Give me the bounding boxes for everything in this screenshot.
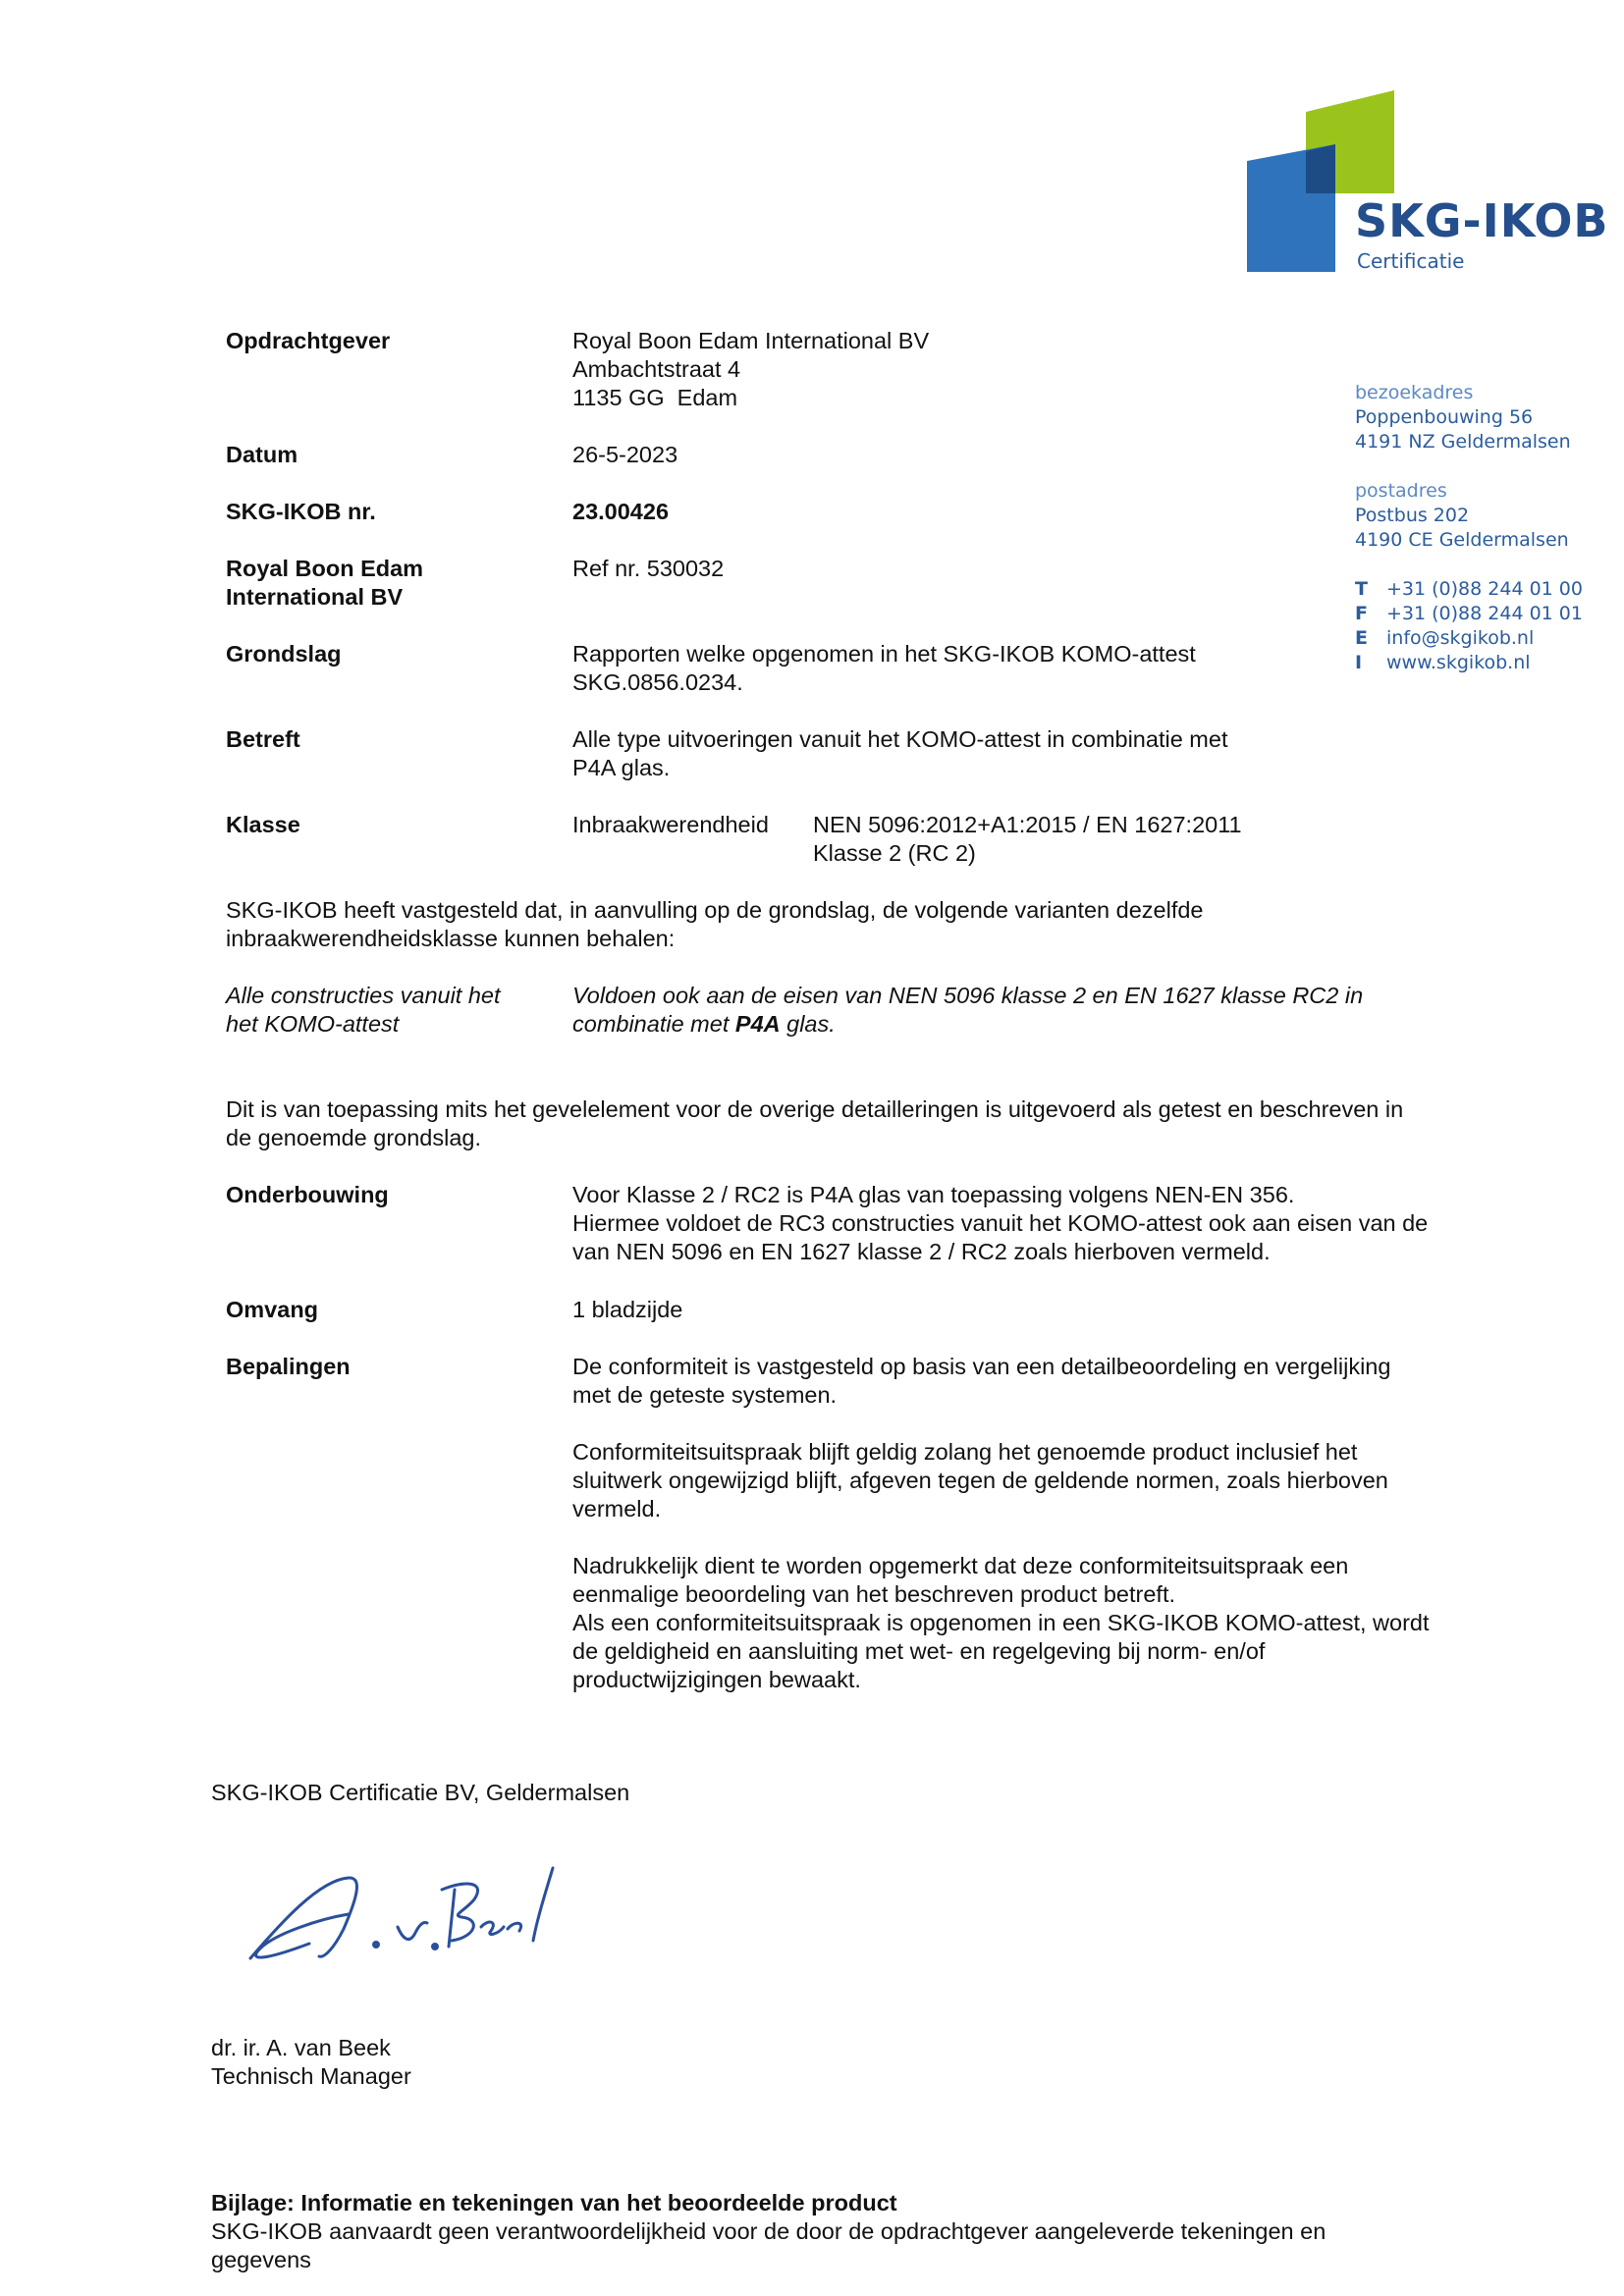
bijlage-text: SKG-IKOB aanvaardt geen verantwoordelijkheid voor de door de opdrachtgever aangeleverde tekeningen en gegevens [211,2218,1326,2272]
contact-sidebar [1355,381,1620,675]
contact-phone: T +31 (0)88 244 01 00 [1355,578,1583,600]
grondslag-label: Grondslag [226,641,342,667]
visit-line1: Poppenbouwing 56 [1355,406,1534,428]
post-line1: Postbus 202 [1355,505,1470,526]
variant-left: Alle constructies vanuit het het KOMO-attest [226,983,501,1037]
bepalingen-p3: Nadrukkelijk dient te worden opgemerkt dat deze conformiteitsuitspraak een eenmalige beoordeling van het beschreven product betreft. Als een conformiteitsuitspraak is opgenomen in een SKG-IKOB KOMO-attest, wordt de geldigheid en aansluiting met wet- en regelgeving bij norm- en/of productwijzigingen bewaakt. [572,1553,1430,1692]
contact-website: I www.skgikob.nl [1355,652,1531,673]
contact-email: E info@skgikob.nl [1355,627,1535,649]
client-label: Royal Boon Edam International BV [226,556,424,610]
contact-fax: F +31 (0)88 244 01 01 [1355,603,1583,624]
logo-wordmark: SKG-IKOB [1355,194,1609,247]
bijlage-title: Bijlage: Informatie en tekeningen van het beoordeelde product [211,2190,897,2216]
visit-line2: 4191 NZ Geldermalsen [1355,431,1571,453]
klasse-sub: Inbraakwerendheid [572,812,769,837]
signature-icon [241,1850,565,1978]
intro-paragraph: SKG-IKOB heeft vastgesteld dat, in aanvulling op de grondslag, de volgende varianten dezelfde inbraakwerendheidsklasse kunnen behalen: [226,897,1204,951]
bepalingen-p2: Conformiteitsuitspraak blijft geldig zolang het genoemde product inclusief het sluitwerk ongewijzigd blijft, afgeven tegen de geldende normen, zoals hierboven vermeld. [572,1439,1388,1522]
post-line2: 4190 CE Geldermalsen [1355,529,1569,551]
skg-ikob-nr-label: SKG-IKOB nr. [226,499,376,524]
grondslag-value: Rapporten welke opgenomen in het SKG-IKOB KOMO-attest SKG.0856.0234. [572,641,1196,695]
post-label: postadres [1355,480,1447,502]
opdrachtgever-value: Royal Boon Edam International BV Ambachtstraat 4 1135 GG Edam [572,328,930,410]
signer-name: dr. ir. A. van Beek [211,2035,391,2060]
logo-subtitle: Certificatie [1357,249,1465,273]
klasse-label: Klasse [226,812,300,837]
onderbouwing-value: Voor Klasse 2 / RC2 is P4A glas van toepassing volgens NEN-EN 356. Hiermee voldoet de RC3 constructies vanuit het KOMO-attest ook aan eisen van de van NEN 5096 en EN 1627 klasse 2 / RC2 zoals hierboven vermeld. [572,1182,1429,1264]
bepalingen-label: Bepalingen [226,1354,351,1379]
betreft-value: Alle type uitvoeringen vanuit het KOMO-attest in combinatie met P4A glas. [572,726,1228,780]
variant-glass-class: P4A [734,1011,781,1037]
klasse-value: NEN 5096:2012+A1:2015 / EN 1627:2011 Klasse 2 (RC 2) [813,812,1242,866]
bepalingen-p1: De conformiteit is vastgesteld op basis van een detailbeoordeling en vergelijking met de geteste systemen. [572,1354,1391,1408]
skg-ikob-nr-value: 23.00426 [572,499,670,524]
skg-ikob-logo [1247,90,1609,277]
betreft-label: Betreft [226,726,300,752]
client-ref-value: Ref nr. 530032 [572,556,725,581]
onderbouwing-label: Onderbouwing [226,1182,389,1207]
visit-label: bezoekadres [1355,382,1474,403]
omvang-label: Omvang [226,1297,319,1322]
opdrachtgever-label: Opdrachtgever [226,328,391,353]
variant-right: Voldoen ook aan de eisen van NEN 5096 klasse 2 en EN 1627 klasse RC2 in combinatie met P4A glas. [572,983,1364,1037]
omvang-value: 1 bladzijde [572,1297,683,1322]
datum-label: Datum [226,442,298,467]
datum-value: 26-5-2023 [572,442,678,467]
company-line: SKG-IKOB Certificatie BV, Geldermalsen [211,1780,630,1805]
signer-title: Technisch Manager [211,2063,411,2089]
applicability-paragraph: Dit is van toepassing mits het gevelelement voor de overige detailleringen is uitgevoerd als getest en beschreven in de genoemde grondslag. [226,1096,1404,1150]
